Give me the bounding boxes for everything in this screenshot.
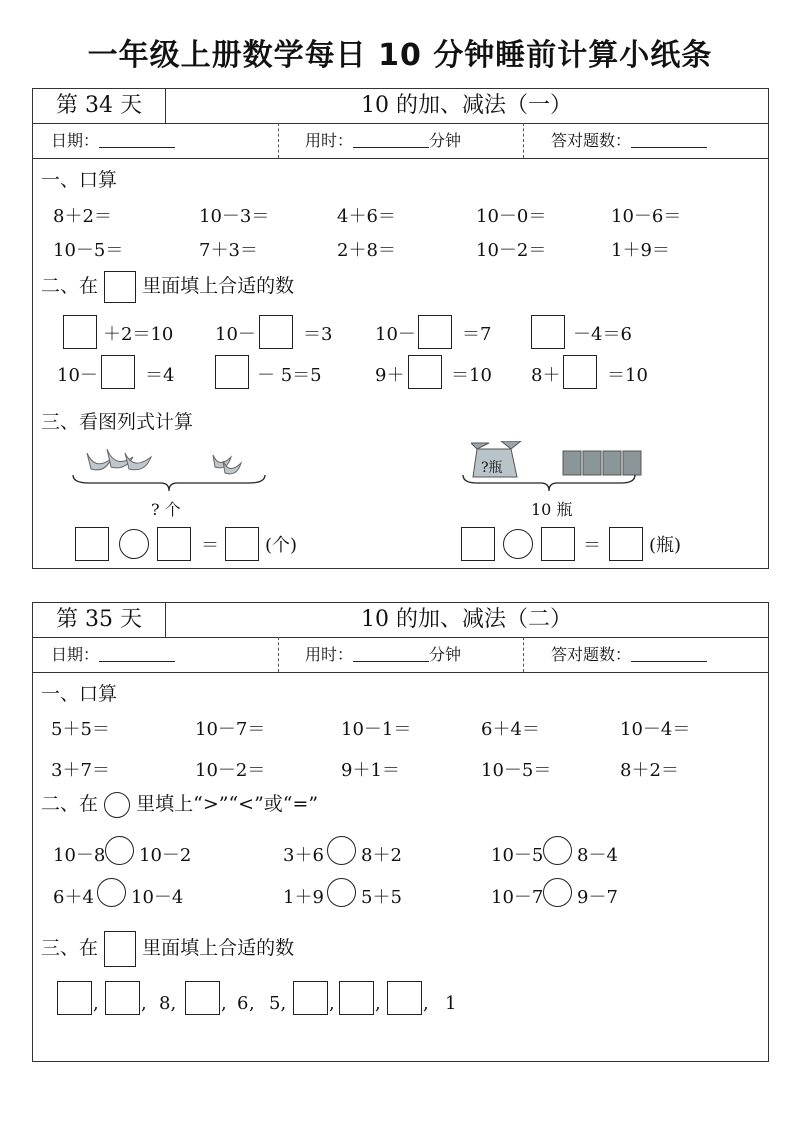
sequence-text: ,	[329, 993, 335, 1014]
day34-header	[33, 89, 768, 124]
fill-text: ＝4	[145, 365, 175, 386]
answer-box[interactable]	[157, 527, 191, 561]
oral-question: 1＋9＝	[611, 240, 670, 261]
correct-field[interactable]	[551, 637, 707, 672]
minutes-label: 分钟	[429, 645, 462, 664]
answer-box[interactable]	[293, 981, 328, 1015]
time-label: 用时：	[305, 645, 354, 664]
fill-text: － 5＝5	[257, 365, 322, 386]
answer-box[interactable]	[609, 527, 643, 561]
answer-box[interactable]	[215, 355, 249, 389]
day35-meta-row	[33, 637, 768, 673]
oral-question: 5＋5＝	[51, 719, 110, 740]
date-label: 日期：	[51, 131, 100, 150]
oral-question: 10－1＝	[341, 719, 412, 740]
fill-text: ＝3	[303, 324, 333, 345]
correct-blank[interactable]	[631, 643, 707, 662]
answer-box[interactable]	[461, 527, 495, 561]
date-label: 日期：	[51, 645, 100, 664]
correct-label: 答对题数：	[551, 131, 632, 150]
date-blank[interactable]	[99, 643, 175, 662]
sequence-text: ,	[375, 993, 381, 1014]
day34-label: 第 34 天	[33, 89, 166, 123]
compare-right: 5＋5	[361, 887, 402, 908]
sequence-text: ,	[423, 993, 429, 1014]
date-blank[interactable]	[99, 129, 175, 148]
oral-question: 6＋4＝	[481, 719, 540, 740]
divider	[523, 637, 524, 672]
day34-card	[32, 88, 769, 569]
date-field[interactable]	[51, 637, 175, 672]
oral-question: 9＋1＝	[341, 760, 400, 781]
compare-right: 9－7	[577, 887, 618, 908]
answer-box[interactable]	[531, 315, 565, 349]
brace-label: ? 个	[151, 500, 181, 519]
oral-question: 10－3＝	[199, 206, 270, 227]
answer-box[interactable]	[105, 981, 140, 1015]
operator-circle[interactable]	[503, 529, 533, 559]
compare-left: 1＋9	[283, 887, 324, 908]
fill-text: ＝7	[462, 324, 492, 345]
sequence-text: ,	[221, 993, 227, 1014]
answer-box[interactable]	[339, 981, 374, 1015]
sequence-text: 8,	[159, 993, 177, 1014]
time-label: 用时：	[305, 131, 354, 150]
oral-question: 10－4＝	[620, 719, 691, 740]
compare-left: 10－8	[53, 845, 106, 866]
day34-topic: 10 的加、减法（一）	[361, 93, 572, 118]
oral-question: 10－6＝	[611, 206, 682, 227]
fill-text: 10－	[57, 365, 98, 386]
compare-left: 10－5	[491, 845, 544, 866]
example-box	[104, 931, 136, 967]
answer-box[interactable]	[387, 981, 422, 1015]
fill-text: －4＝6	[573, 324, 632, 345]
compare-left: 6＋4	[53, 887, 94, 908]
page-title: 一年级上册数学每日 10 分钟睡前计算小纸条	[87, 38, 713, 73]
time-field[interactable]	[305, 123, 461, 158]
section-sequence-title	[41, 931, 294, 967]
brace-label: 10 瓶	[531, 500, 573, 519]
answer-box[interactable]	[225, 527, 259, 561]
oral-question: 10－7＝	[195, 719, 266, 740]
answer-box[interactable]	[63, 315, 97, 349]
oral-question: 2＋8＝	[337, 240, 396, 261]
section-fill-title	[41, 271, 294, 303]
correct-field[interactable]	[551, 123, 707, 158]
example-box	[104, 271, 136, 303]
section-oral-title: 一、口算	[41, 169, 118, 191]
compare-circle[interactable]	[97, 878, 126, 907]
oral-question: 3＋7＝	[51, 760, 110, 781]
compare-circle[interactable]	[327, 878, 356, 907]
answer-box[interactable]	[185, 981, 220, 1015]
divider	[278, 123, 279, 158]
unit-label: (个)	[265, 535, 298, 556]
answer-box[interactable]	[75, 527, 109, 561]
answer-box[interactable]	[101, 355, 135, 389]
compare-circle[interactable]	[543, 878, 572, 907]
answer-box[interactable]	[541, 527, 575, 561]
oral-question: 10－2＝	[195, 760, 266, 781]
day34-meta-row	[33, 123, 768, 159]
compare-circle[interactable]	[327, 836, 356, 865]
box-label: ?瓶	[481, 460, 503, 476]
oral-question: 7＋3＝	[199, 240, 258, 261]
section-sequence-suffix: 里面填上合适的数	[142, 937, 295, 959]
sequence-text: ,	[141, 993, 147, 1014]
fill-text: ＋2＝10	[103, 324, 174, 345]
answer-box[interactable]	[563, 355, 597, 389]
oral-question: 10－0＝	[476, 206, 547, 227]
section-compare-title	[41, 789, 318, 818]
compare-circle[interactable]	[543, 836, 572, 865]
compare-left: 3＋6	[283, 845, 324, 866]
compare-right: 8＋2	[361, 845, 402, 866]
oral-question: 4＋6＝	[337, 206, 396, 227]
correct-blank[interactable]	[631, 129, 707, 148]
correct-label: 答对题数：	[551, 645, 632, 664]
section-compare-prefix: 二、在	[41, 793, 99, 815]
fill-text: 8＋	[531, 365, 561, 386]
fill-text: ＝10	[607, 365, 648, 386]
operator-circle[interactable]	[119, 529, 149, 559]
fill-text: 10－	[375, 324, 416, 345]
unit-label: (瓶)	[649, 535, 682, 556]
time-blank[interactable]	[353, 643, 429, 662]
section-sequence-prefix: 三、在	[41, 937, 99, 959]
brace-icon	[69, 473, 269, 493]
answer-box[interactable]	[408, 355, 442, 389]
compare-right: 10－2	[139, 845, 192, 866]
day35-card	[32, 602, 769, 1062]
equals-sign: ＝	[583, 535, 601, 556]
divider	[278, 637, 279, 672]
answer-box[interactable]	[259, 315, 293, 349]
time-blank[interactable]	[353, 129, 429, 148]
fill-text: 10－	[215, 324, 256, 345]
oral-question: 10－5＝	[53, 240, 124, 261]
compare-left: 10－7	[491, 887, 544, 908]
section-fill-suffix: 里面填上合适的数	[142, 275, 295, 297]
compare-right: 10－4	[131, 887, 184, 908]
day35-topic: 10 的加、减法（二）	[361, 607, 572, 632]
oral-question: 10－2＝	[476, 240, 547, 261]
equals-sign: ＝	[201, 535, 219, 556]
minutes-label: 分钟	[429, 131, 462, 150]
fill-text: 9＋	[375, 365, 405, 386]
sequence-text: ,	[93, 993, 99, 1014]
day35-header	[33, 603, 768, 638]
example-circle	[104, 792, 130, 818]
compare-right: 8－4	[577, 845, 618, 866]
sequence-text: 6	[237, 993, 249, 1014]
sequence-text: 1	[445, 993, 457, 1014]
sequence-text: 5,	[269, 993, 287, 1014]
oral-question: 8＋2＝	[620, 760, 679, 781]
brace-icon	[459, 473, 639, 493]
section-oral-title: 一、口算	[41, 683, 118, 705]
fill-text: ＝10	[451, 365, 492, 386]
oral-question: 10－5＝	[481, 760, 552, 781]
divider	[523, 123, 524, 158]
sequence-text: ,	[249, 993, 255, 1014]
time-field[interactable]	[305, 637, 461, 672]
answer-box[interactable]	[57, 981, 92, 1015]
section-picture-title: 三、看图列式计算	[41, 411, 194, 433]
section-compare-suffix: 里填上“>”“<”或“=”	[136, 793, 319, 815]
date-field[interactable]	[51, 123, 175, 158]
answer-box[interactable]	[418, 315, 452, 349]
section-fill-prefix: 二、在	[41, 275, 99, 297]
oral-question: 8＋2＝	[53, 206, 112, 227]
compare-circle[interactable]	[105, 836, 134, 865]
day35-label: 第 35 天	[33, 603, 166, 637]
